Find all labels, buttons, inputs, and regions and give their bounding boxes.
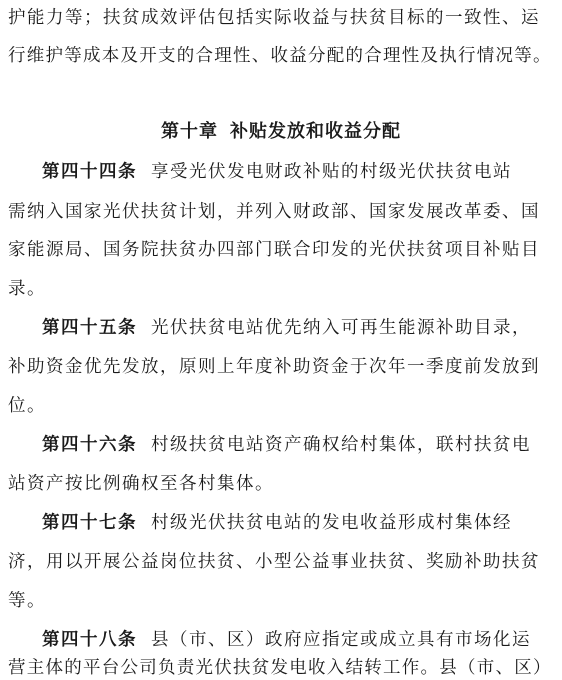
article-44-first-line: [42, 160, 512, 184]
article-text: 村级扶贫电站资产确权给村集体，联村扶贫电: [151, 435, 531, 455]
article-text: 县（市、区）政府应指定或成立具有市场化运: [151, 630, 531, 650]
article-46-line: 站资产按比例确权至各村集体。: [8, 474, 274, 494]
article-48-first-line: [42, 628, 531, 652]
article-number: 第四十五条: [42, 318, 137, 338]
article-text: 光伏扶贫电站优先纳入可再生能源补助目录，: [151, 318, 531, 338]
article-number: 第四十七条: [42, 513, 137, 533]
article-47-line: 等。: [8, 591, 46, 611]
article-45-line: 位。: [8, 396, 46, 416]
article-45-first-line: [42, 316, 531, 340]
article-47-line: 济，用以开展公益岗位扶贫、小型公益事业扶贫、奖励补助扶贫: [8, 552, 540, 572]
article-number: 第四十四条: [42, 162, 137, 182]
intro-line: 行维护等成本及开支的合理性、收益分配的合理性及执行情况等。: [8, 46, 552, 66]
article-44-line: 家能源局、国务院扶贫办四部门联合印发的光伏扶贫项目补贴目: [8, 240, 540, 260]
article-48-line: 营主体的平台公司负责光伏扶贫发电收入结转工作。县（市、区）: [8, 658, 552, 678]
chapter-heading: [0, 120, 562, 144]
article-number: 第四十八条: [42, 630, 137, 650]
article-number: 第四十六条: [42, 435, 137, 455]
article-text: 享受光伏发电财政补贴的村级光伏扶贫电站: [151, 162, 512, 182]
article-45-line: 补助资金优先发放，原则上年度补助资金于次年一季度前发放到: [8, 357, 540, 377]
chapter-number: 第十章: [161, 121, 218, 142]
article-text: 村级光伏扶贫电站的发电收益形成村集体经: [151, 513, 512, 533]
chapter-title: 补贴发放和收益分配: [230, 121, 401, 142]
article-44-line: 录。: [8, 279, 46, 299]
article-47-first-line: [42, 511, 512, 535]
intro-line: 护能力等；扶贫成效评估包括实际收益与扶贫目标的一致性、运: [8, 8, 540, 28]
article-44-line: 需纳入国家光伏扶贫计划，并列入财政部、国家发展改革委、国: [8, 202, 540, 222]
article-46-first-line: [42, 433, 531, 457]
